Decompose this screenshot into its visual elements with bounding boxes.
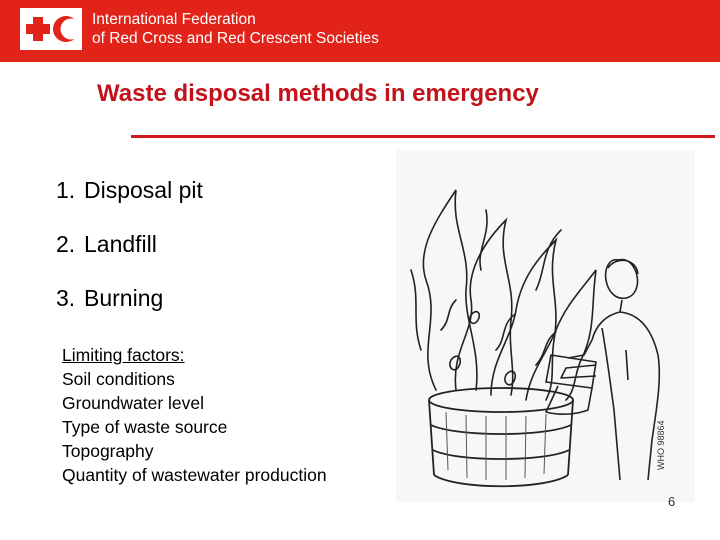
slide-title: Waste disposal methods in emergency [97,80,539,107]
method-item [56,280,203,334]
factor-item: Type of waste source [62,417,228,437]
factor-item: Quantity of wastewater production [62,465,327,485]
method-label: Landfill [84,231,157,257]
method-item [56,172,203,226]
method-label: Disposal pit [84,177,203,203]
methods-list [56,172,203,334]
page-number: 6 [668,494,676,509]
method-number: 3. [56,285,76,311]
org-name-line-2: of Red Cross and Red Crescent Societies [92,30,379,47]
method-number: 1. [56,177,76,203]
factors-heading: Limiting factors: [62,345,185,365]
illustration-credit: WHO 98864 [656,420,666,470]
burning-illustration [396,150,695,502]
factor-item: Topography [62,441,154,461]
limiting-factors [62,343,327,487]
method-number: 2. [56,231,76,257]
factor-item: Groundwater level [62,393,205,413]
header-banner [0,0,720,62]
method-label: Burning [84,285,164,311]
organization-name [92,10,379,48]
factor-item: Soil conditions [62,369,175,389]
method-item [56,226,203,280]
red-cross-red-crescent-logo [20,8,82,50]
org-name-line-1: International Federation [92,11,256,28]
title-underline [131,135,715,138]
